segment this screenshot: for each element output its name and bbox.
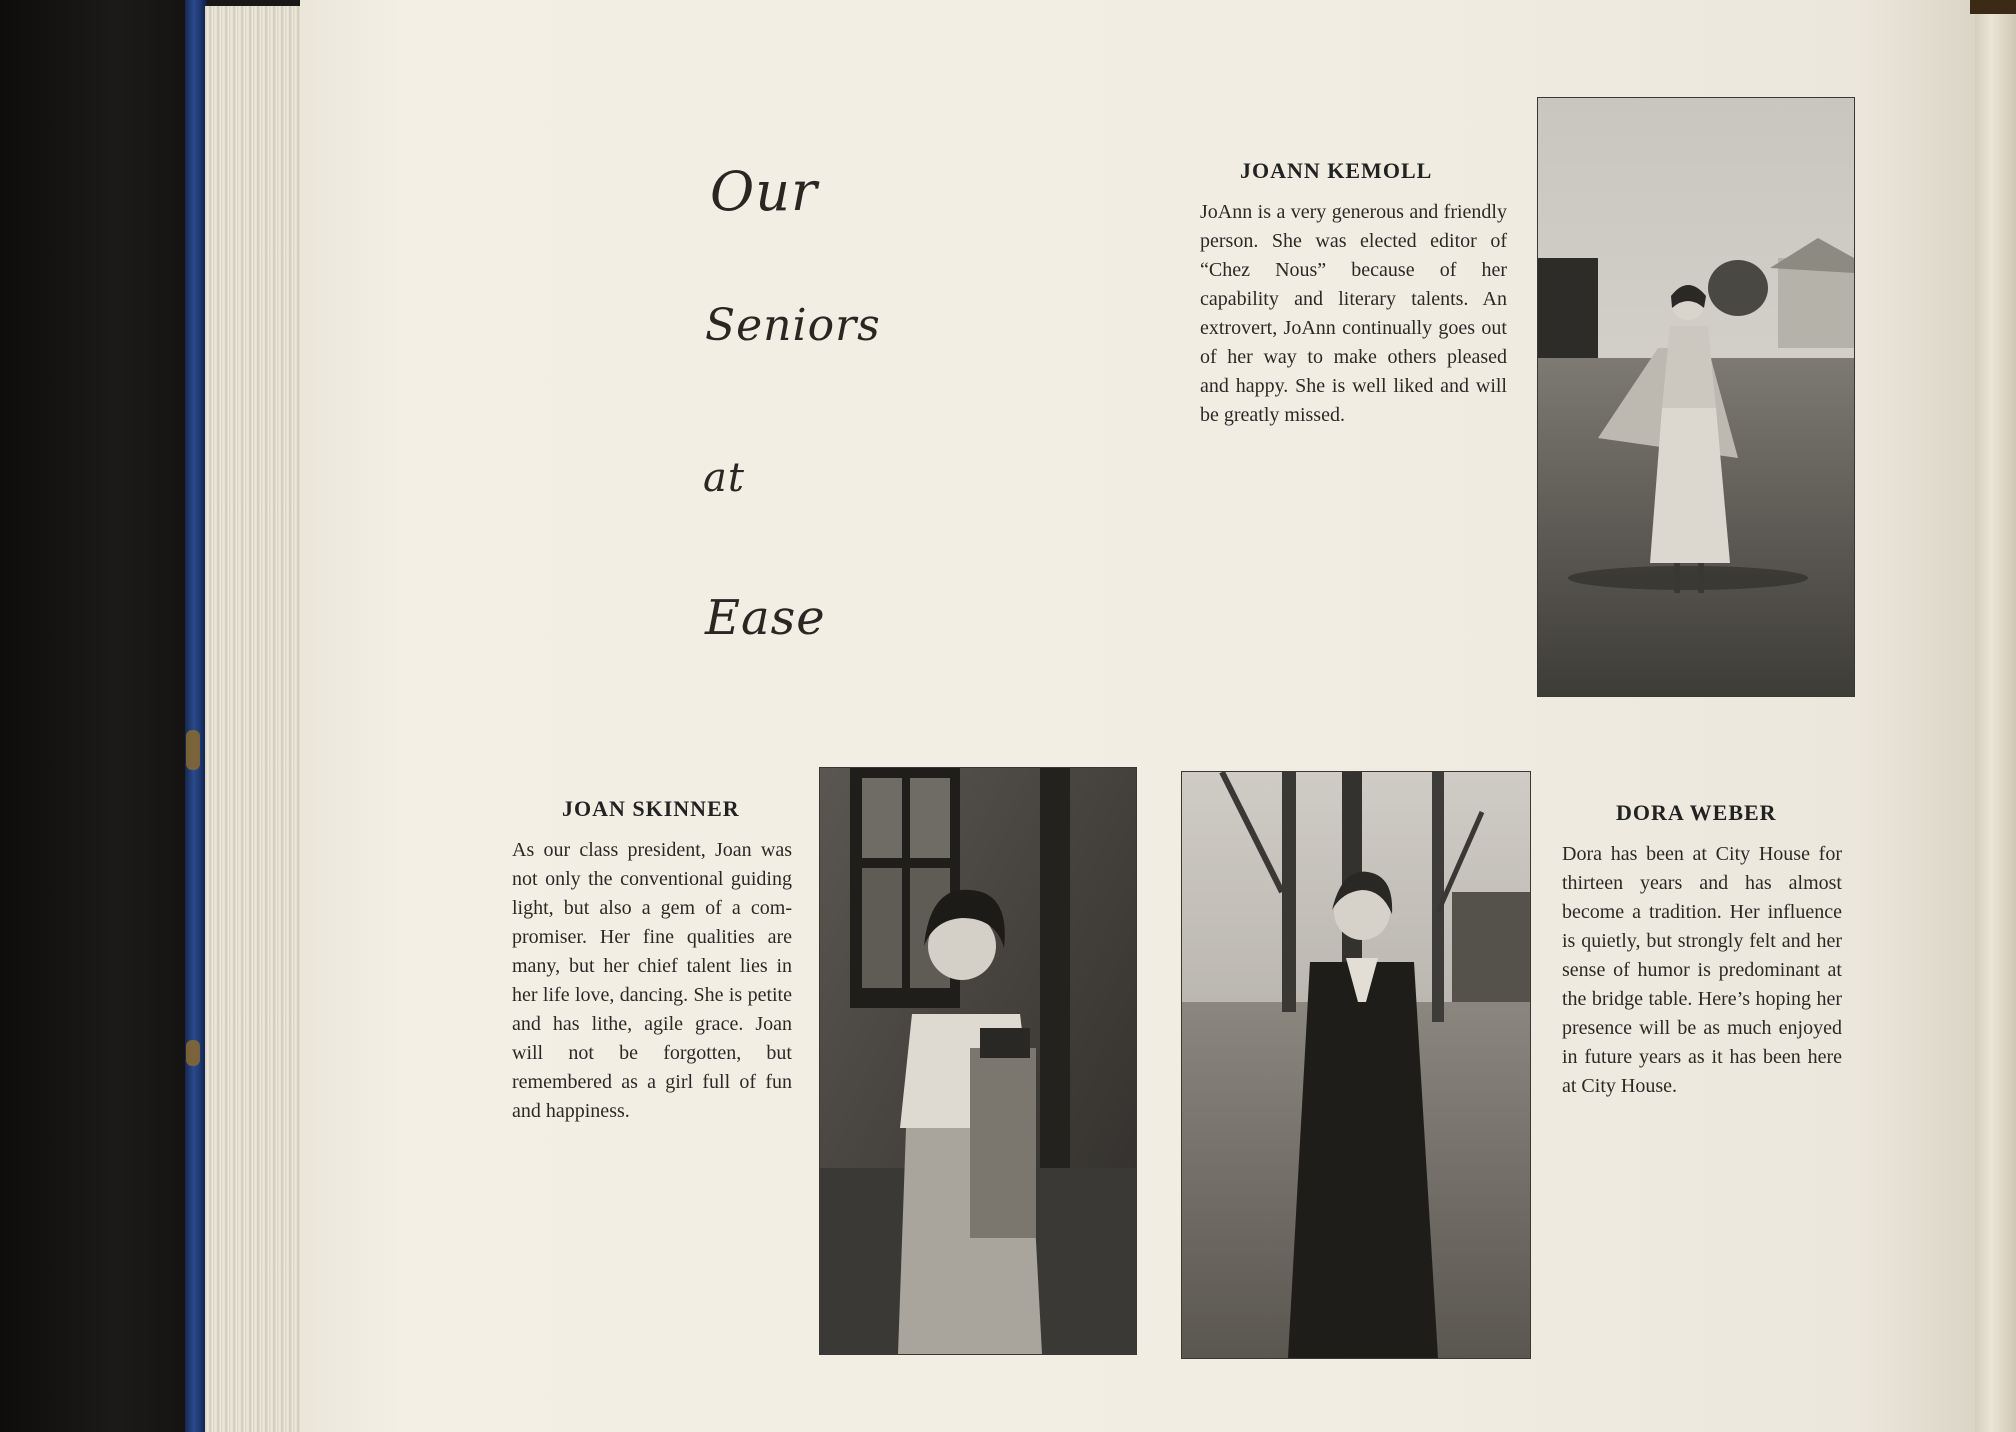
title-line-3: at	[703, 455, 745, 501]
photo-dora-weber	[1182, 772, 1530, 1358]
photo-joann-kemoll	[1538, 98, 1854, 696]
book-cover-edge	[185, 0, 207, 1432]
senior-name-kemoll: JOANN KEMOLL	[1240, 158, 1433, 183]
yearbook-page	[300, 0, 1990, 1432]
senior-bio-kemoll: JoAnn is a very generous and friendly person. She was elected editor of “Chez Nous” because of her capability and literary talents. An extrovert, JoAnn continually goes out of her way to make others pleased and happy. She is well liked and will be greatly missed.	[1200, 201, 1507, 426]
title-line-2: Seniors	[705, 300, 881, 351]
cover-wear-mark	[186, 730, 200, 770]
title-word-seniors	[705, 300, 881, 351]
photo-dora-weber-image	[1182, 772, 1530, 1358]
page-corner	[1970, 0, 2016, 14]
title-line-1: Our	[710, 160, 818, 223]
senior-bio-skinner: As our class president, Joan was not only the conventional guiding light, but also a gem of a compromiser. Her fine qualities are many, but her chief talent lies in her life love, dancing. She is petite and has lithe, agile grace. Joan will not be forgotten, but remembered as a girl full of fun and happiness.	[512, 839, 792, 1122]
title-line-4: Ease	[705, 590, 826, 646]
senior-name-skinner: JOAN SKINNER	[562, 796, 740, 821]
title-word-at	[703, 455, 745, 501]
photo-joan-skinner	[820, 768, 1136, 1354]
page-stack-edges	[205, 6, 315, 1432]
senior-name-weber: DORA WEBER	[1616, 800, 1777, 825]
table-background	[0, 0, 190, 1432]
title-word-ease	[705, 590, 826, 646]
senior-bio-weber: Dora has been at City House for thirteen years and has almost become a tradition. Her influence is quietly, but strongly felt and her sense of humor is predominant at the bridge table. Here’s hoping her presence will be as much enjoyed in future years as it has been here at City House.	[1562, 843, 1842, 1097]
photo-joann-kemoll-image	[1538, 98, 1854, 696]
cover-wear-mark	[186, 1040, 200, 1066]
facing-page-edge	[1975, 0, 2016, 1432]
title-word-our	[710, 160, 818, 223]
photo-joan-skinner-image	[820, 768, 1136, 1354]
